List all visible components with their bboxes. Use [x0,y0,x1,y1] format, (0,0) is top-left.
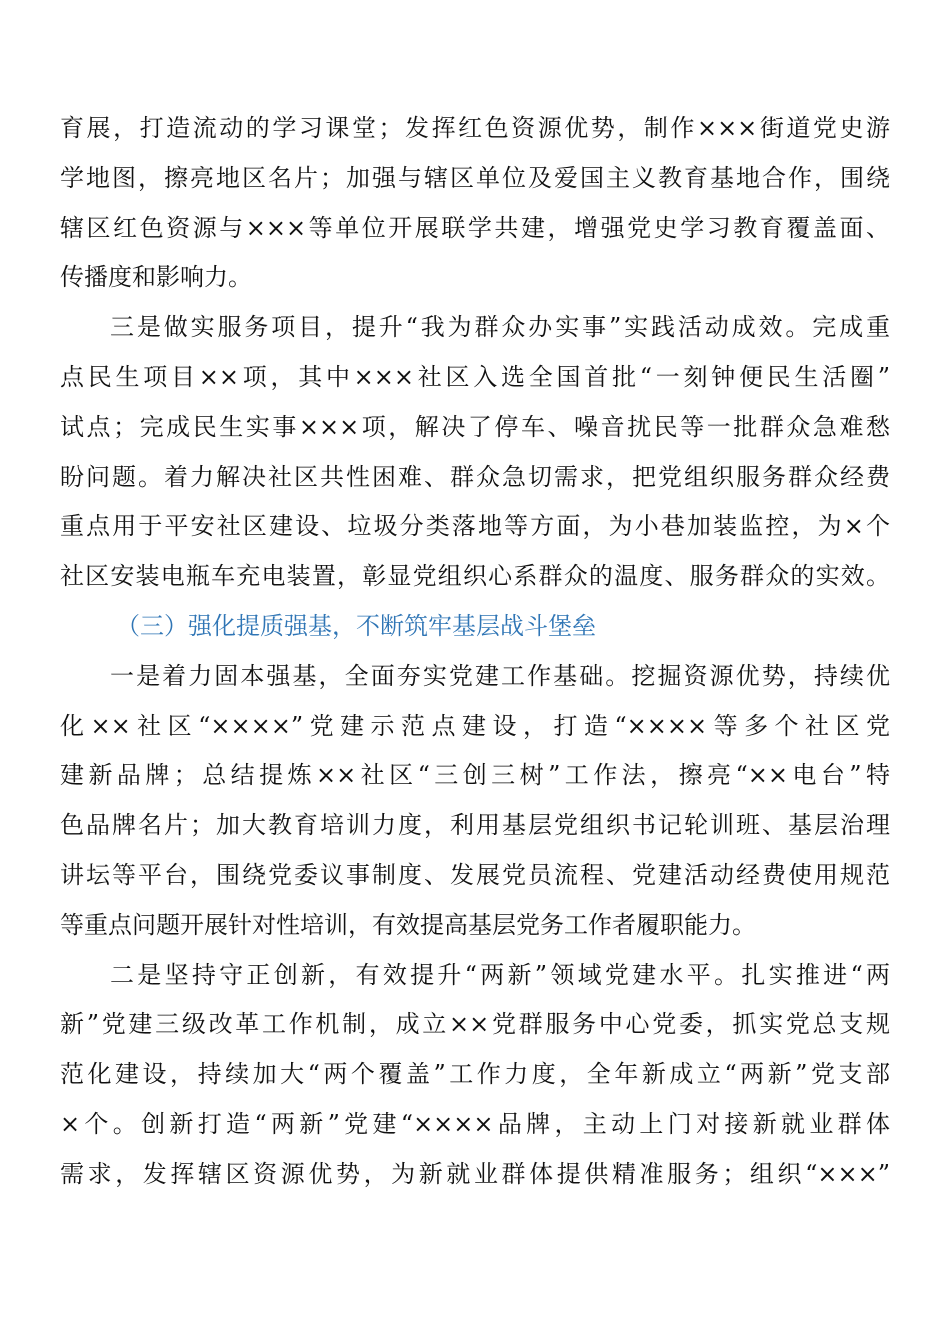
paragraph [60,951,890,1200]
text-line: 新”党建三级改革工作机制，成立××党群服务中心党委，抓实党总支规 [60,1010,890,1039]
section-heading: （三）强化提质强基，不断筑牢基层战斗堡垒 [116,611,596,640]
text-line: 一是着力固本强基，全面夯实党建工作基础。挖掘资源优势，持续优 [110,661,890,690]
text-line: 需求，发挥辖区资源优势，为新就业群体提供精准服务；组织“×××” [60,1159,890,1188]
text-line: 辖区红色资源与×××等单位开展联学共建，增强党史学习教育覆盖面、 [60,213,890,242]
text-line: 色品牌名片；加大教育培训力度，利用基层党组织书记轮训班、基层治理 [60,811,890,840]
text-line: 化××社区“××××”党建示范点建设，打造“××××等多个社区党 [60,711,890,740]
text-line: 范化建设，持续加大“两个覆盖”工作力度，全年新成立“两新”党支部 [60,1060,890,1089]
text-line: 点民生项目××项，其中×××社区入选全国首批“一刻钟便民生活圈” [60,362,890,391]
text-line: 育展，打造流动的学习课堂；发挥红色资源优势，制作×××街道党史游 [60,114,890,142]
text-line: 传播度和影响力。 [60,263,252,292]
text-line: 二是坚持守正创新，有效提升“两新”领域党建水平。扎实推进“两 [110,960,890,989]
text-line: 试点；完成民生实事×××项，解决了停车、噪音扰民等一批群众急难愁 [60,412,890,441]
text-line: 讲坛等平台，围绕党委议事制度、发展党员流程、党建活动经费使用规范 [60,860,890,889]
text-line: 重点用于平安社区建设、垃圾分类落地等方面，为小巷加装监控，为×个 [60,512,890,541]
paragraph [60,652,890,951]
text-line: 学地图，擦亮地区名片；加强与辖区单位及爱国主义教育基地合作，围绕 [60,163,890,192]
text-line: ×个。创新打造“两新”党建“××××品牌，主动上门对接新就业群体 [60,1109,890,1138]
paragraph [60,303,890,602]
text-line: 盼问题。着力解决社区共性困难、群众急切需求，把党组织服务群众经费 [60,462,890,491]
text-line: 建新品牌；总结提炼××社区“三创三树”工作法，擦亮“××电台”特 [60,761,890,790]
document-page [60,104,890,1200]
text-line: 社区安装电瓶车充电装置，彰显党组织心系群众的温度、服务群众的实效。 [60,562,890,591]
text-line: 等重点问题开展针对性培训，有效提高基层党务工作者履职能力。 [60,910,756,939]
paragraph [60,104,890,303]
text-line: 三是做实服务项目，提升“我为群众办实事”实践活动成效。完成重 [110,313,890,342]
